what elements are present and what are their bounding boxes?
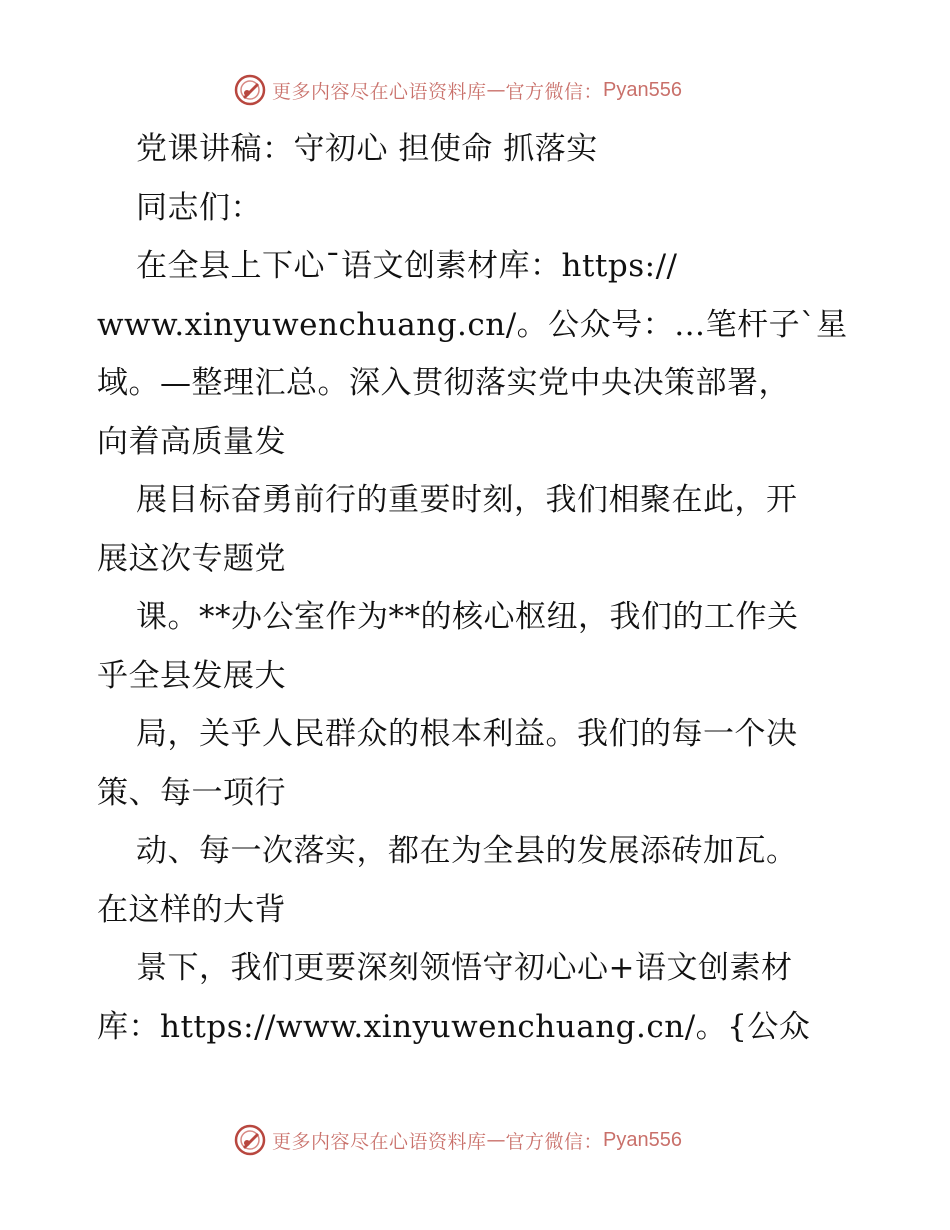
banner-text: 更多内容尽在心语资料库 (272, 1130, 487, 1153)
text-line: 局，关乎人民群众的根本利益。我们的每一个决 (136, 716, 798, 752)
banner-wechat-label: 官方微信： (505, 1130, 604, 1153)
text-line: 展目标奋勇前行的重要时刻，我们相聚在此，开 (136, 482, 798, 518)
brand-logo-icon (234, 74, 266, 106)
text-line: 策、每一项行 (97, 774, 286, 811)
banner-wechat-id: Pyan556 (603, 1128, 682, 1151)
brand-logo-icon (234, 1124, 266, 1156)
banner-separator: — (486, 1129, 506, 1151)
document-title: 党课讲稿：守初心 担使命 抓落实 (136, 131, 598, 167)
footer-banner (234, 1123, 682, 1157)
text-line: 动、每一次落实，都在为全县的发展添砖加瓦。 (136, 833, 798, 869)
text-line: 库：https://www.xinyuwenchuang.cn/。{公众 (97, 1008, 811, 1045)
text-line: 景下，我们更要深刻领悟守初心心+语文创素材 (136, 950, 793, 986)
text-line: 在这样的大背 (97, 891, 286, 928)
header-banner (234, 73, 682, 107)
text-line: 向着高质量发 (97, 423, 286, 460)
document-body (97, 120, 857, 1056)
text-line: 域。—整理汇总。深入贯彻落实党中央决策部署， (97, 365, 790, 401)
banner-text: 更多内容尽在心语资料库 (272, 80, 487, 103)
text-line: 乎全县发展大 (97, 657, 286, 694)
banner-wechat-label: 官方微信： (505, 80, 604, 103)
text-line: 在全县上下心¯语文创素材库：https:// (136, 248, 678, 284)
text-line: 课。**办公室作为**的核心枢纽，我们的工作关 (136, 599, 799, 635)
banner-wechat-id: Pyan556 (603, 78, 682, 101)
salutation: 同志们： (136, 189, 262, 226)
banner-separator: — (486, 79, 506, 101)
text-line: www.xinyuwenchuang.cn/。公众号：…笔杆子`星 (97, 306, 848, 343)
text-line: 展这次专题党 (97, 540, 286, 577)
